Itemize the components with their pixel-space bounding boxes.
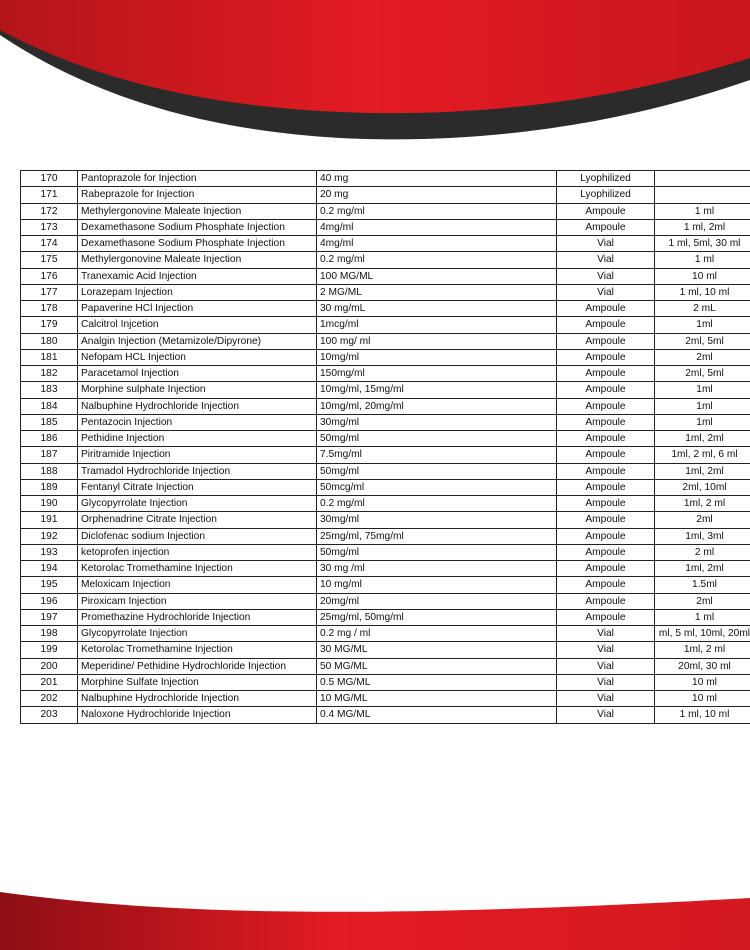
header-decoration (0, 0, 750, 150)
row-number: 171 (21, 187, 78, 203)
table-row (21, 431, 750, 447)
pack-size: 2ml, 5ml (655, 366, 750, 382)
pack-size: 10 ml (655, 674, 750, 690)
product-name: Nalbuphine Hydrochloride Injection (78, 691, 317, 707)
row-number: 198 (21, 626, 78, 642)
product-name: Meloxicam Injection (78, 577, 317, 593)
table-row (21, 366, 750, 382)
row-number: 185 (21, 414, 78, 430)
table-row (21, 382, 750, 398)
product-strength: 0.5 MG/ML (317, 674, 557, 690)
product-strength: 50mg/ml (317, 463, 557, 479)
pack-size: 2ml, 5ml (655, 333, 750, 349)
product-strength: 0.2 mg/ml (317, 252, 557, 268)
pack-size: 1 ml (655, 609, 750, 625)
row-number: 195 (21, 577, 78, 593)
pack-size: 1 ml, 10 ml (655, 707, 750, 723)
pack-size: 1 ml (655, 203, 750, 219)
table-row (21, 528, 750, 544)
product-strength: 4mg/ml (317, 236, 557, 252)
product-strength: 100 MG/ML (317, 268, 557, 284)
row-number: 203 (21, 707, 78, 723)
pack-size: 1ml (655, 398, 750, 414)
table-row (21, 642, 750, 658)
dosage-form: Vial (557, 707, 655, 723)
pack-size: ml, 5 ml, 10ml, 20ml (655, 626, 750, 642)
product-strength: 4mg/ml (317, 219, 557, 235)
dosage-form: Vial (557, 626, 655, 642)
product-name: Ketorolac Tromethamine Injection (78, 561, 317, 577)
product-name: Morphine sulphate Injection (78, 382, 317, 398)
product-name: Glycopyrrolate Injection (78, 626, 317, 642)
product-strength: 50mg/ml (317, 431, 557, 447)
dosage-form: Lyophilized (557, 171, 655, 187)
pack-size: 2ml (655, 349, 750, 365)
product-strength: 0.2 mg / ml (317, 626, 557, 642)
row-number: 200 (21, 658, 78, 674)
product-strength: 30 MG/ML (317, 642, 557, 658)
pack-size: 2ml, 10ml (655, 479, 750, 495)
product-strength: 10mg/ml (317, 349, 557, 365)
product-strength: 10 MG/ML (317, 691, 557, 707)
product-strength: 100 mg/ ml (317, 333, 557, 349)
pack-size: 1ml, 2 ml (655, 642, 750, 658)
table-row (21, 301, 750, 317)
product-name: Rabeprazole for Injection (78, 187, 317, 203)
product-name: ketoprofen injection (78, 544, 317, 560)
product-name: Naloxone Hydrochloride Injection (78, 707, 317, 723)
dosage-form: Ampoule (557, 609, 655, 625)
row-number: 188 (21, 463, 78, 479)
table-row (21, 577, 750, 593)
row-number: 190 (21, 496, 78, 512)
table-row (21, 268, 750, 284)
dosage-form: Ampoule (557, 431, 655, 447)
product-name: Dexamethasone Sodium Phosphate Injection (78, 219, 317, 235)
product-strength: 20mg/ml (317, 593, 557, 609)
dosage-form: Ampoule (557, 512, 655, 528)
product-name: Papaverine HCl Injection (78, 301, 317, 317)
footer-decoration (0, 880, 750, 950)
row-number: 201 (21, 674, 78, 690)
product-strength: 1mcg/ml (317, 317, 557, 333)
row-number: 180 (21, 333, 78, 349)
product-name: Orphenadrine Citrate Injection (78, 512, 317, 528)
table-row (21, 203, 750, 219)
pack-size: 10 ml (655, 268, 750, 284)
table-row (21, 349, 750, 365)
product-strength: 7.5mg/ml (317, 447, 557, 463)
product-name: Piritramide Injection (78, 447, 317, 463)
dosage-form: Ampoule (557, 577, 655, 593)
dosage-form: Vial (557, 642, 655, 658)
pack-size: 2 mL (655, 301, 750, 317)
row-number: 183 (21, 382, 78, 398)
pack-size: 1ml, 2ml (655, 431, 750, 447)
dosage-form: Ampoule (557, 496, 655, 512)
table-row (21, 398, 750, 414)
row-number: 192 (21, 528, 78, 544)
product-name: Pethidine Injection (78, 431, 317, 447)
row-number: 175 (21, 252, 78, 268)
row-number: 176 (21, 268, 78, 284)
table-row (21, 171, 750, 187)
product-strength: 0.2 mg/ml (317, 203, 557, 219)
pack-size: 1 ml (655, 252, 750, 268)
product-name: Tramadol Hydrochloride Injection (78, 463, 317, 479)
table-row (21, 658, 750, 674)
dosage-form: Ampoule (557, 414, 655, 430)
pack-size: 1.5ml (655, 577, 750, 593)
product-name: Piroxicam Injection (78, 593, 317, 609)
pack-size: 20ml, 30 ml (655, 658, 750, 674)
dosage-form: Vial (557, 236, 655, 252)
dosage-form: Ampoule (557, 301, 655, 317)
pack-size: 1ml, 3ml (655, 528, 750, 544)
product-strength: 50mcg/ml (317, 479, 557, 495)
product-strength: 40 mg (317, 171, 557, 187)
table-row (21, 479, 750, 495)
pack-size: 1ml (655, 317, 750, 333)
table-row (21, 561, 750, 577)
product-name: Calcitrol Injcetion (78, 317, 317, 333)
product-strength: 25mg/ml, 50mg/ml (317, 609, 557, 625)
pack-size (655, 187, 750, 203)
table-row (21, 496, 750, 512)
product-strength: 10 mg/ml (317, 577, 557, 593)
row-number: 177 (21, 284, 78, 300)
dosage-form: Vial (557, 252, 655, 268)
product-strength: 30mg/ml (317, 512, 557, 528)
pack-size: 1ml (655, 414, 750, 430)
dosage-form: Ampoule (557, 203, 655, 219)
table-row (21, 593, 750, 609)
row-number: 173 (21, 219, 78, 235)
table-row (21, 674, 750, 690)
table-row (21, 284, 750, 300)
row-number: 174 (21, 236, 78, 252)
product-strength: 30 mg /ml (317, 561, 557, 577)
table-row (21, 252, 750, 268)
table-row (21, 512, 750, 528)
dosage-form: Ampoule (557, 528, 655, 544)
dosage-form: Vial (557, 691, 655, 707)
product-name: Ketorolac Tromethamine Injection (78, 642, 317, 658)
pack-size: 2ml (655, 593, 750, 609)
table-row (21, 333, 750, 349)
dosage-form: Ampoule (557, 349, 655, 365)
product-name: Methylergonovine Maleate Injection (78, 252, 317, 268)
product-name: Glycopyrrolate Injection (78, 496, 317, 512)
dosage-form: Ampoule (557, 561, 655, 577)
row-number: 182 (21, 366, 78, 382)
dosage-form: Ampoule (557, 366, 655, 382)
pack-size: 10 ml (655, 691, 750, 707)
dosage-form: Ampoule (557, 219, 655, 235)
product-strength: 50 MG/ML (317, 658, 557, 674)
product-strength: 25mg/ml, 75mg/ml (317, 528, 557, 544)
product-strength: 10mg/ml, 15mg/ml (317, 382, 557, 398)
product-strength: 50mg/ml (317, 544, 557, 560)
product-strength: 30 mg/mL (317, 301, 557, 317)
product-strength: 0.4 MG/ML (317, 707, 557, 723)
product-name: Tranexamic Acid Injection (78, 268, 317, 284)
product-table (20, 170, 750, 724)
product-name: Dexamethasone Sodium Phosphate Injection (78, 236, 317, 252)
row-number: 202 (21, 691, 78, 707)
dosage-form: Ampoule (557, 463, 655, 479)
product-name: Paracetamol Injection (78, 366, 317, 382)
table-row (21, 544, 750, 560)
pack-size: 1 ml, 5ml, 30 ml (655, 236, 750, 252)
row-number: 172 (21, 203, 78, 219)
pack-size: 1ml, 2ml (655, 463, 750, 479)
footer-red-swoosh (0, 892, 750, 950)
row-number: 199 (21, 642, 78, 658)
dosage-form: Lyophilized (557, 187, 655, 203)
dosage-form: Vial (557, 268, 655, 284)
product-name: Pentazocin Injection (78, 414, 317, 430)
product-name: Morphine Sulfate Injection (78, 674, 317, 690)
pack-size: 1ml, 2 ml, 6 ml (655, 447, 750, 463)
row-number: 197 (21, 609, 78, 625)
product-name: Methylergonovine Maleate Injection (78, 203, 317, 219)
product-name: Lorazepam Injection (78, 284, 317, 300)
row-number: 181 (21, 349, 78, 365)
table-row (21, 609, 750, 625)
row-number: 170 (21, 171, 78, 187)
product-name: Nalbuphine Hydrochloride Injection (78, 398, 317, 414)
pack-size: 1 ml, 10 ml (655, 284, 750, 300)
dosage-form: Ampoule (557, 544, 655, 560)
pack-size: 1 ml, 2ml (655, 219, 750, 235)
row-number: 178 (21, 301, 78, 317)
pack-size: 1ml, 2 ml (655, 496, 750, 512)
row-number: 194 (21, 561, 78, 577)
table-row (21, 707, 750, 723)
product-name: Nefopam HCL Injection (78, 349, 317, 365)
product-name: Meperidine/ Pethidine Hydrochloride Injection (78, 658, 317, 674)
dosage-form: Ampoule (557, 593, 655, 609)
product-strength: 30mg/ml (317, 414, 557, 430)
row-number: 193 (21, 544, 78, 560)
table-row (21, 414, 750, 430)
dosage-form: Ampoule (557, 479, 655, 495)
dosage-form: Vial (557, 284, 655, 300)
pack-size: 1ml (655, 382, 750, 398)
row-number: 196 (21, 593, 78, 609)
pack-size: 2ml (655, 512, 750, 528)
table-row (21, 236, 750, 252)
dosage-form: Ampoule (557, 333, 655, 349)
row-number: 184 (21, 398, 78, 414)
pack-size (655, 171, 750, 187)
product-strength: 10mg/ml, 20mg/ml (317, 398, 557, 414)
row-number: 179 (21, 317, 78, 333)
row-number: 187 (21, 447, 78, 463)
product-name: Promethazine Hydrochloride Injection (78, 609, 317, 625)
table-row (21, 447, 750, 463)
table-row (21, 691, 750, 707)
product-name: Analgin Injection (Metamizole/Dipyrone) (78, 333, 317, 349)
dosage-form: Ampoule (557, 317, 655, 333)
product-name: Fentanyl Citrate Injection (78, 479, 317, 495)
product-strength: 2 MG/ML (317, 284, 557, 300)
dosage-form: Vial (557, 674, 655, 690)
row-number: 191 (21, 512, 78, 528)
dosage-form: Ampoule (557, 447, 655, 463)
product-name: Pantoprazole for Injection (78, 171, 317, 187)
dosage-form: Vial (557, 658, 655, 674)
table-row (21, 626, 750, 642)
row-number: 186 (21, 431, 78, 447)
product-strength: 150mg/ml (317, 366, 557, 382)
product-strength: 20 mg (317, 187, 557, 203)
row-number: 189 (21, 479, 78, 495)
table-row (21, 463, 750, 479)
pack-size: 2 ml (655, 544, 750, 560)
table-row (21, 187, 750, 203)
product-strength: 0.2 mg/ml (317, 496, 557, 512)
pack-size: 1ml, 2ml (655, 561, 750, 577)
table-row (21, 317, 750, 333)
table-row (21, 219, 750, 235)
product-name: Diclofenac sodium Injection (78, 528, 317, 544)
dosage-form: Ampoule (557, 382, 655, 398)
dosage-form: Ampoule (557, 398, 655, 414)
